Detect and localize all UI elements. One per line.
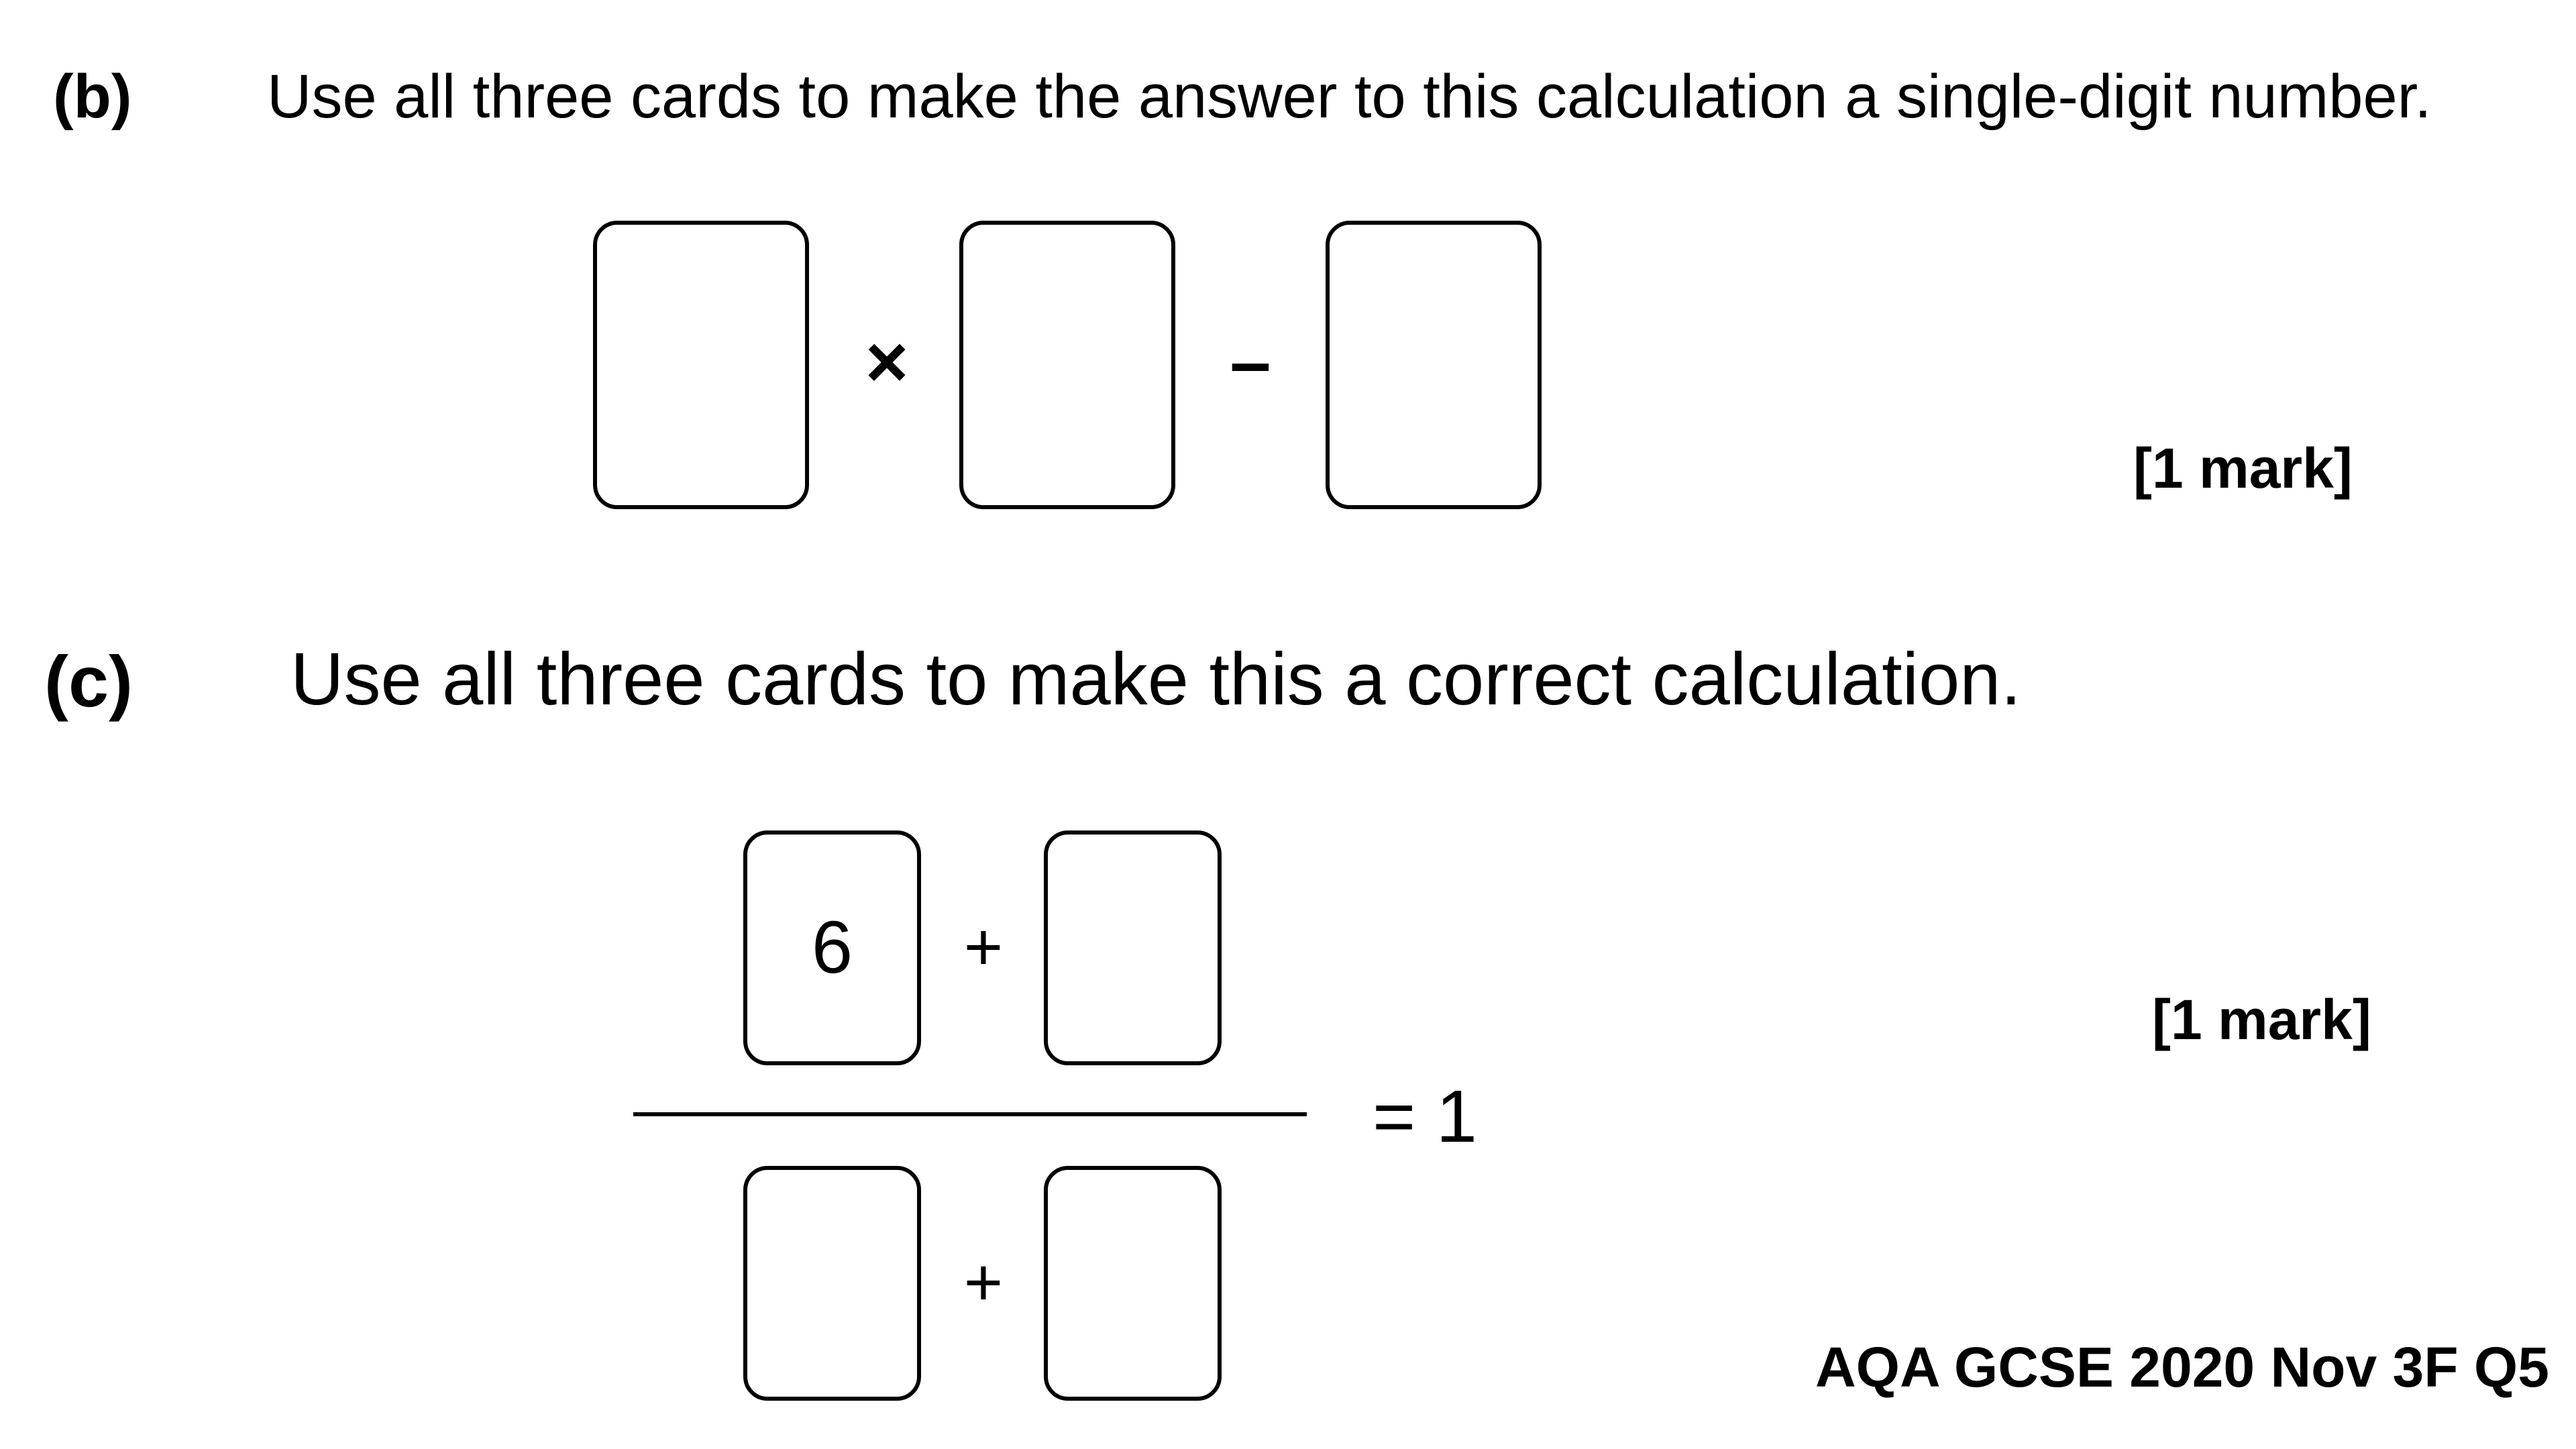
part-c-numerator-plus-operator: + — [963, 910, 1004, 985]
part-c-marks: [1 mark] — [2152, 988, 2371, 1051]
part-b-marks: [1 mark] — [2133, 437, 2353, 500]
part-b-label: (b) — [53, 62, 132, 131]
source-label: AQA GCSE 2020 Nov 3F Q5 — [1815, 1336, 2549, 1399]
part-c-numerator-card-2[interactable] — [1044, 830, 1222, 1065]
fraction-bar — [633, 1112, 1307, 1116]
part-c-denominator-card-2[interactable] — [1044, 1166, 1222, 1401]
part-b-multiply-operator: × — [865, 321, 909, 403]
part-b-card-3[interactable] — [1326, 221, 1542, 509]
part-b-card-1[interactable] — [593, 221, 809, 509]
part-c-denominator-card-1[interactable] — [743, 1166, 921, 1401]
part-c-denominator-plus-operator: + — [963, 1245, 1004, 1320]
part-b-question: Use all three cards to make the answer to this calculation a single-digit number. — [267, 62, 2432, 131]
part-c-result: = 1 — [1373, 1075, 1477, 1158]
part-b-minus-operator: – — [1230, 321, 1271, 403]
part-c-label: (c) — [44, 641, 133, 722]
part-b-card-2[interactable] — [959, 221, 1175, 509]
part-c-numerator-card-1: 6 — [743, 830, 921, 1065]
part-c-question: Use all three cards to make this a correct calculation. — [290, 638, 2022, 720]
